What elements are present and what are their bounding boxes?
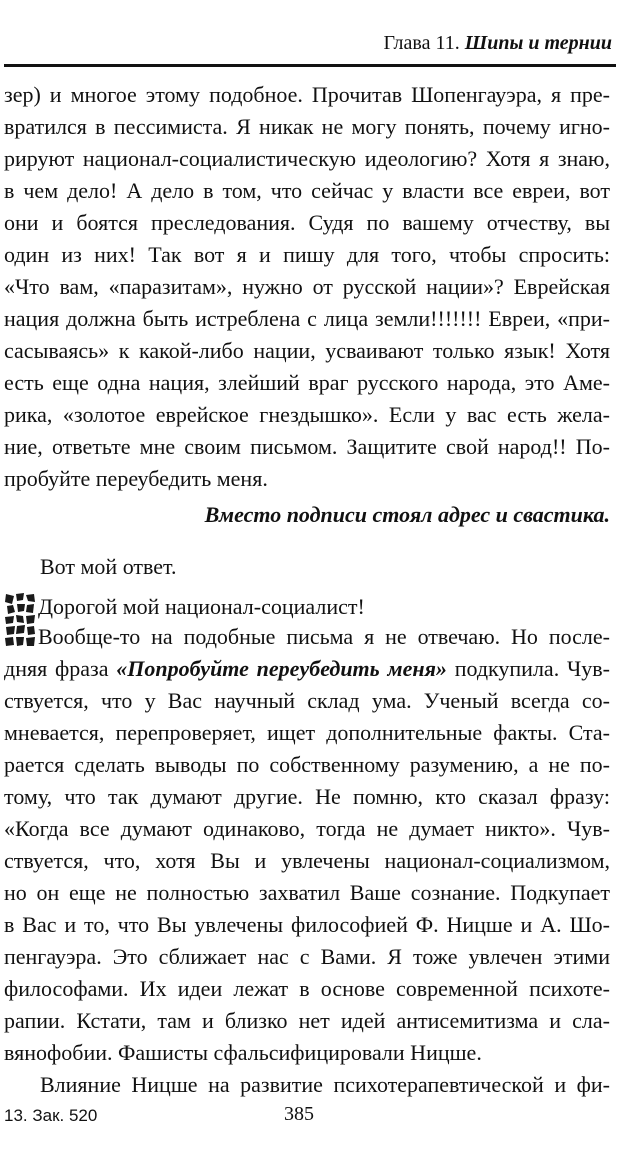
letter-line: ние, ответьте мне своим письмом. Защитите свой народ!! По- (4, 434, 610, 459)
reply-line: Вообще-то на подобные письма я не отвечаю. Но после- (38, 624, 610, 649)
header-rule (4, 64, 616, 67)
letter-line: нация должна быть истреблена с лица земли!!!!!!! Евреи, «при- (4, 306, 610, 331)
reply-text: дняя фраза (4, 656, 117, 681)
letter-line: зер) и многое этому подобное. Прочитав Шопенгауэра, я пре- (4, 82, 610, 107)
greeting: Дорогой мой национал-социалист! (38, 594, 365, 619)
reply-line: рапии. Кстати, там и близко нет идей антисемитизма и сла- (4, 1008, 610, 1033)
letter-line: сасываясь» к какой-либо нации, усваивают только язык! Хотя (4, 338, 610, 363)
running-header (383, 32, 612, 55)
reply-line: вянофобии. Фашисты сфальсифицировали Ницше. (4, 1040, 482, 1065)
paragraph-line: Влияние Ницше на развитие психотерапевтической и фи- (40, 1072, 610, 1097)
letter-line: они и боятся преследования. Судя по вашему отчеству, вы (4, 210, 610, 235)
reply-mark-icon (4, 592, 36, 648)
letter-line: один из них! Так вот я и пишу для того, чтобы спросить: (4, 242, 610, 267)
letter-line: «Что вам, «паразитам», нужно от русской нации»? Еврейская (4, 274, 610, 299)
reply-text: подкупила. Чув- (446, 656, 611, 681)
letter-line: пробуйте переубедить меня. (4, 466, 268, 491)
reply-line: пенгауэра. Это сближает нас с Вами. Я тоже увлечен этими (4, 944, 610, 969)
letter-line: есть еще одна нация, злейший враг русского народа, это Аме- (4, 370, 610, 395)
letter-line: в чем дело! А дело в том, что сейчас у власти все евреи, вот (4, 178, 610, 203)
reply-line: «Когда все думают одинаково, тогда не думает никто». Чув- (4, 816, 610, 841)
reply-line: но он еще не полностью захватил Ваше сознание. Подкупает (4, 880, 610, 905)
printer-signature-mark: 13. Зак. 520 (4, 1106, 98, 1125)
page-number: 385 (284, 1103, 314, 1125)
reply-line (4, 654, 610, 684)
letter-line: рируют национал-социалистическую идеологию? Хотя я знаю, (4, 146, 610, 171)
quoted-phrase: «Попробуйте переубедить меня» (116, 656, 447, 681)
reply-line: философами. Их идеи лежат в основе современной психоте- (4, 976, 610, 1001)
letter-line: рика, «золотое еврейское гнездышко». Если у вас есть жела- (4, 402, 610, 427)
chapter-number: Глава 11. (383, 32, 460, 54)
reply-line: ствуется, что, хотя Вы и увлечены национал-социализмом, (4, 848, 610, 873)
reply-line: в Вас и то, что Вы увлечены философией Ф. Ницше и А. Шо- (4, 912, 610, 937)
reply-line: рается сделать выводы по собственному разумению, а не по- (4, 752, 610, 777)
reply-line: тому, что так думают другие. Не помню, кто сказал фразу: (4, 784, 610, 809)
answer-intro: Вот мой ответ. (40, 554, 177, 579)
letter-line: вратился в пессимиста. Я никак не могу понять, почему игно- (4, 114, 610, 139)
reply-line: ствуется, что у Вас научный склад ума. Ученый всегда со- (4, 688, 610, 713)
chapter-title: Шипы и тернии (464, 32, 612, 54)
signature-note: Вместо подписи стоял адрес и свастика. (204, 502, 610, 527)
reply-line: мневается, перепроверяет, ищет дополнительные факты. Ста- (4, 720, 610, 745)
